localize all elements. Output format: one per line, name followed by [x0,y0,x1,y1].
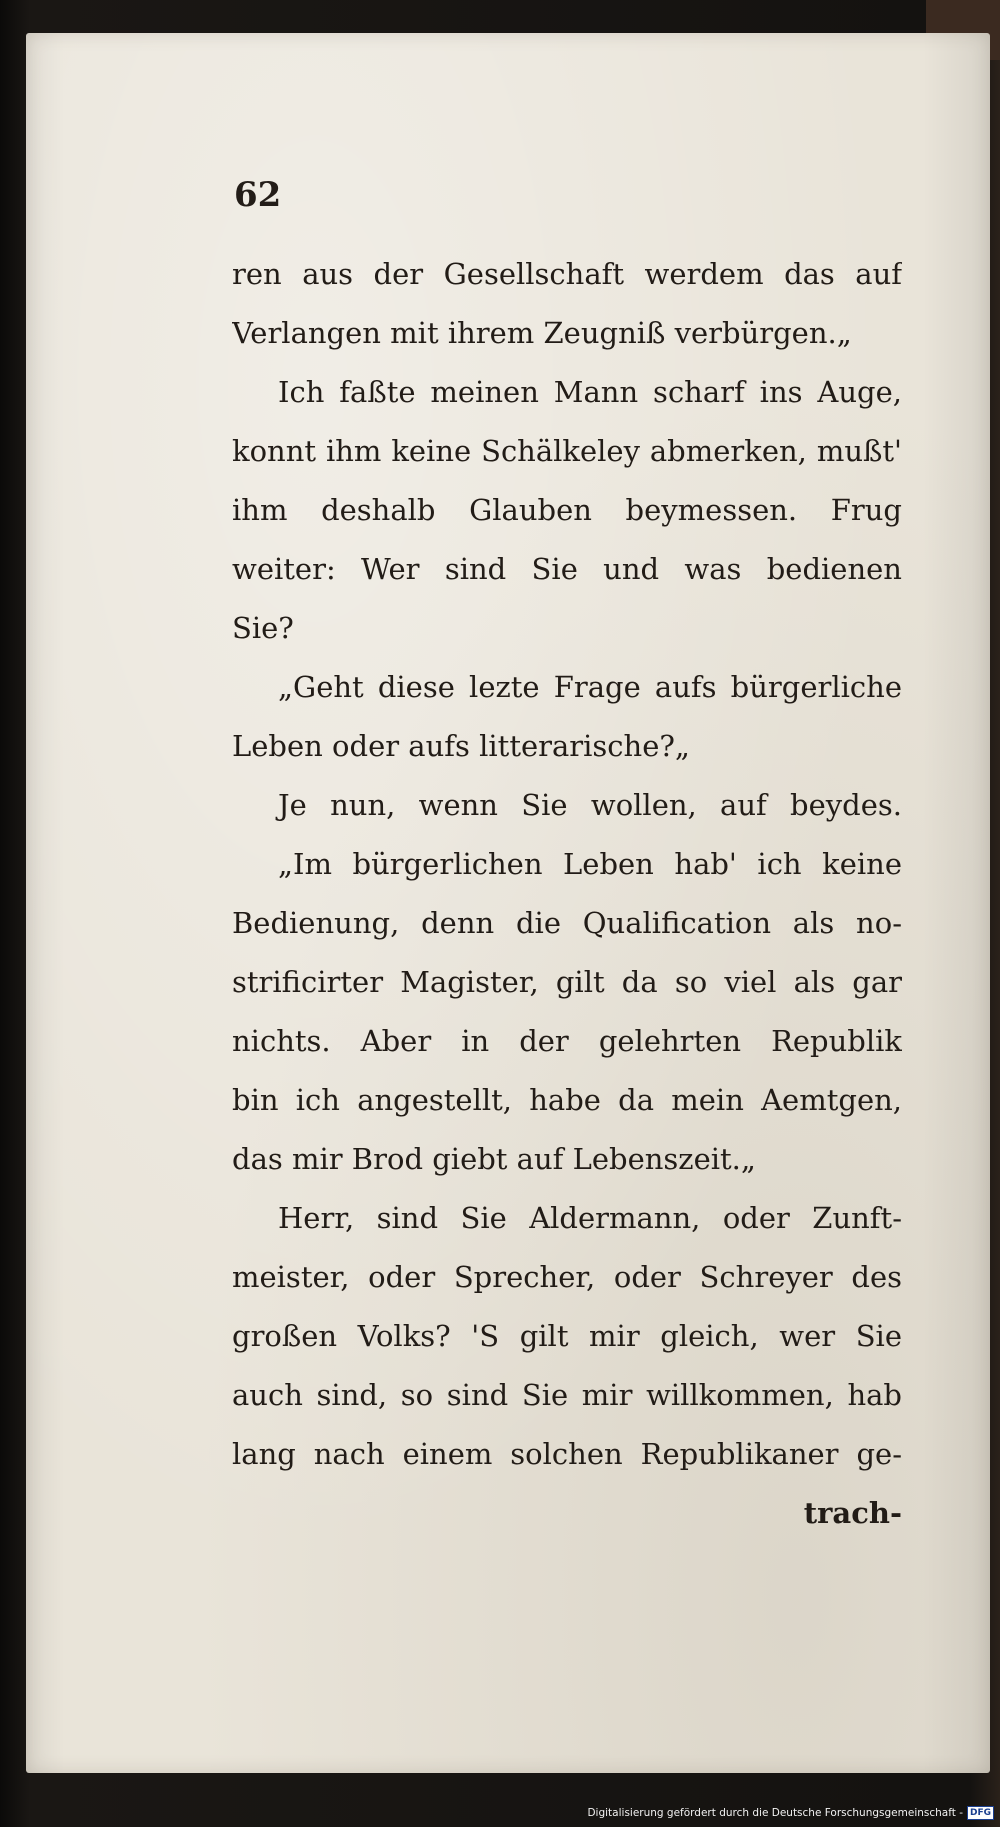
text-line: „Geht diese lezte Frage aufs bürgerliche [278,670,902,704]
body-text [232,245,902,1543]
text-line: meister, oder Sprecher, oder Schreyer des [232,1260,902,1294]
text-line: Verlangen mit ihrem Zeugniß verbürgen.„ [232,316,852,350]
text-line: weiter: Wer sind Sie und was bedienen [232,552,902,586]
page-number: 62 [234,175,282,215]
text-line: „Im bürgerlichen Leben hab' ich keine [278,847,902,881]
text-line: nichts. Aber in der gelehrten Republik [232,1024,902,1058]
text-line: Leben oder aufs litterarische?„ [232,729,690,763]
text-line: Sie? [232,611,294,645]
text-line: Herr, sind Sie Aldermann, oder Zunft- [278,1201,902,1235]
digitization-footer [587,1805,994,1821]
text-line: Je nun, wenn Sie wollen, auf beydes. [278,788,902,822]
text-line: lang nach einem solchen Republikaner ge- [232,1437,902,1471]
text-line: Ich faßte meinen Mann scharf ins Auge, [278,375,902,409]
text-line: ren aus der Gesellschaft werdem das auf [232,257,902,291]
text-line: großen Volks? 'S gilt mir gleich, wer Sie [232,1319,902,1353]
text-line: Bedienung, denn die Qualification als no- [232,906,902,940]
dfg-logo: DFG [967,1806,994,1820]
text-line: auch sind, so sind Sie mir willkommen, hab [232,1378,902,1412]
attribution-text: Digitalisierung gefördert durch die Deutsche Forschungsgemeinschaft - [587,1807,963,1819]
text-line: bin ich angestellt, habe da mein Aemtgen, [232,1083,902,1117]
text-line: ihm deshalb Glauben beymessen. Frug [232,493,902,527]
catchword: trach- [803,1496,902,1530]
text-line: das mir Brod giebt auf Lebenszeit.„ [232,1142,756,1176]
text-line: strificirter Magister, gilt da so viel als gar [232,965,902,999]
text-line: konnt ihm keine Schälkeley abmerken, mußt' [232,434,902,468]
